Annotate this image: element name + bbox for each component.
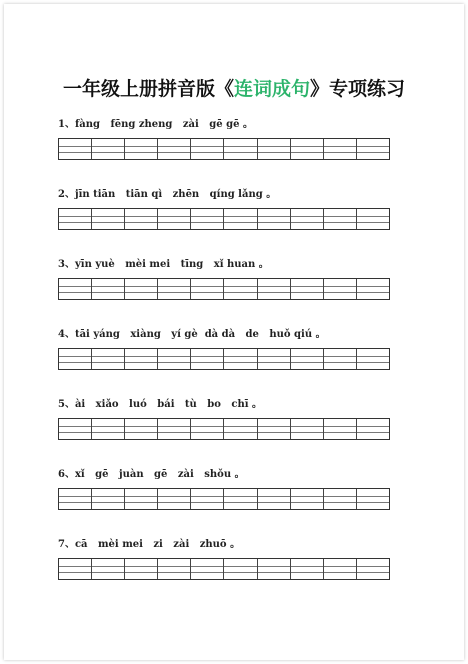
worksheet-page <box>4 4 464 660</box>
question-6 <box>58 467 392 510</box>
question-1 <box>58 117 392 160</box>
title-suffix: 》专项练习 <box>310 78 406 100</box>
question-2 <box>58 187 392 230</box>
answer-grid[interactable] <box>58 138 390 160</box>
answer-grid[interactable] <box>58 208 390 230</box>
answer-grid[interactable] <box>58 278 390 300</box>
page-title <box>4 74 464 101</box>
question-pinyin: 1、fàng fēng zheng zài gē gē 。 <box>58 119 253 130</box>
question-pinyin: 4、tāi yáng xiàng yí gè dà dà de huǒ qiú 。 <box>58 329 326 340</box>
question-3 <box>58 257 392 300</box>
question-5 <box>58 397 392 440</box>
question-4 <box>58 327 392 370</box>
question-pinyin: 5、ài xiǎo luó bái tù bo chī 。 <box>58 399 263 410</box>
question-pinyin: 6、xǐ gē juàn gē zài shǒu 。 <box>58 469 245 480</box>
question-pinyin: 7、cā mèi mei zi zài zhuō 。 <box>58 539 241 550</box>
question-7 <box>58 537 392 580</box>
answer-grid[interactable] <box>58 488 390 510</box>
title-highlight: 连词成句 <box>233 78 310 100</box>
answer-grid[interactable] <box>58 348 390 370</box>
title-prefix: 一年级上册拼音版《 <box>62 78 234 100</box>
answer-grid[interactable] <box>58 558 390 580</box>
question-pinyin: 2、jīn tiān tiān qì zhēn qíng lǎng 。 <box>58 189 277 200</box>
question-pinyin: 3、yīn yuè mèi mei tīng xǐ huan 。 <box>58 259 269 270</box>
answer-grid[interactable] <box>58 418 390 440</box>
